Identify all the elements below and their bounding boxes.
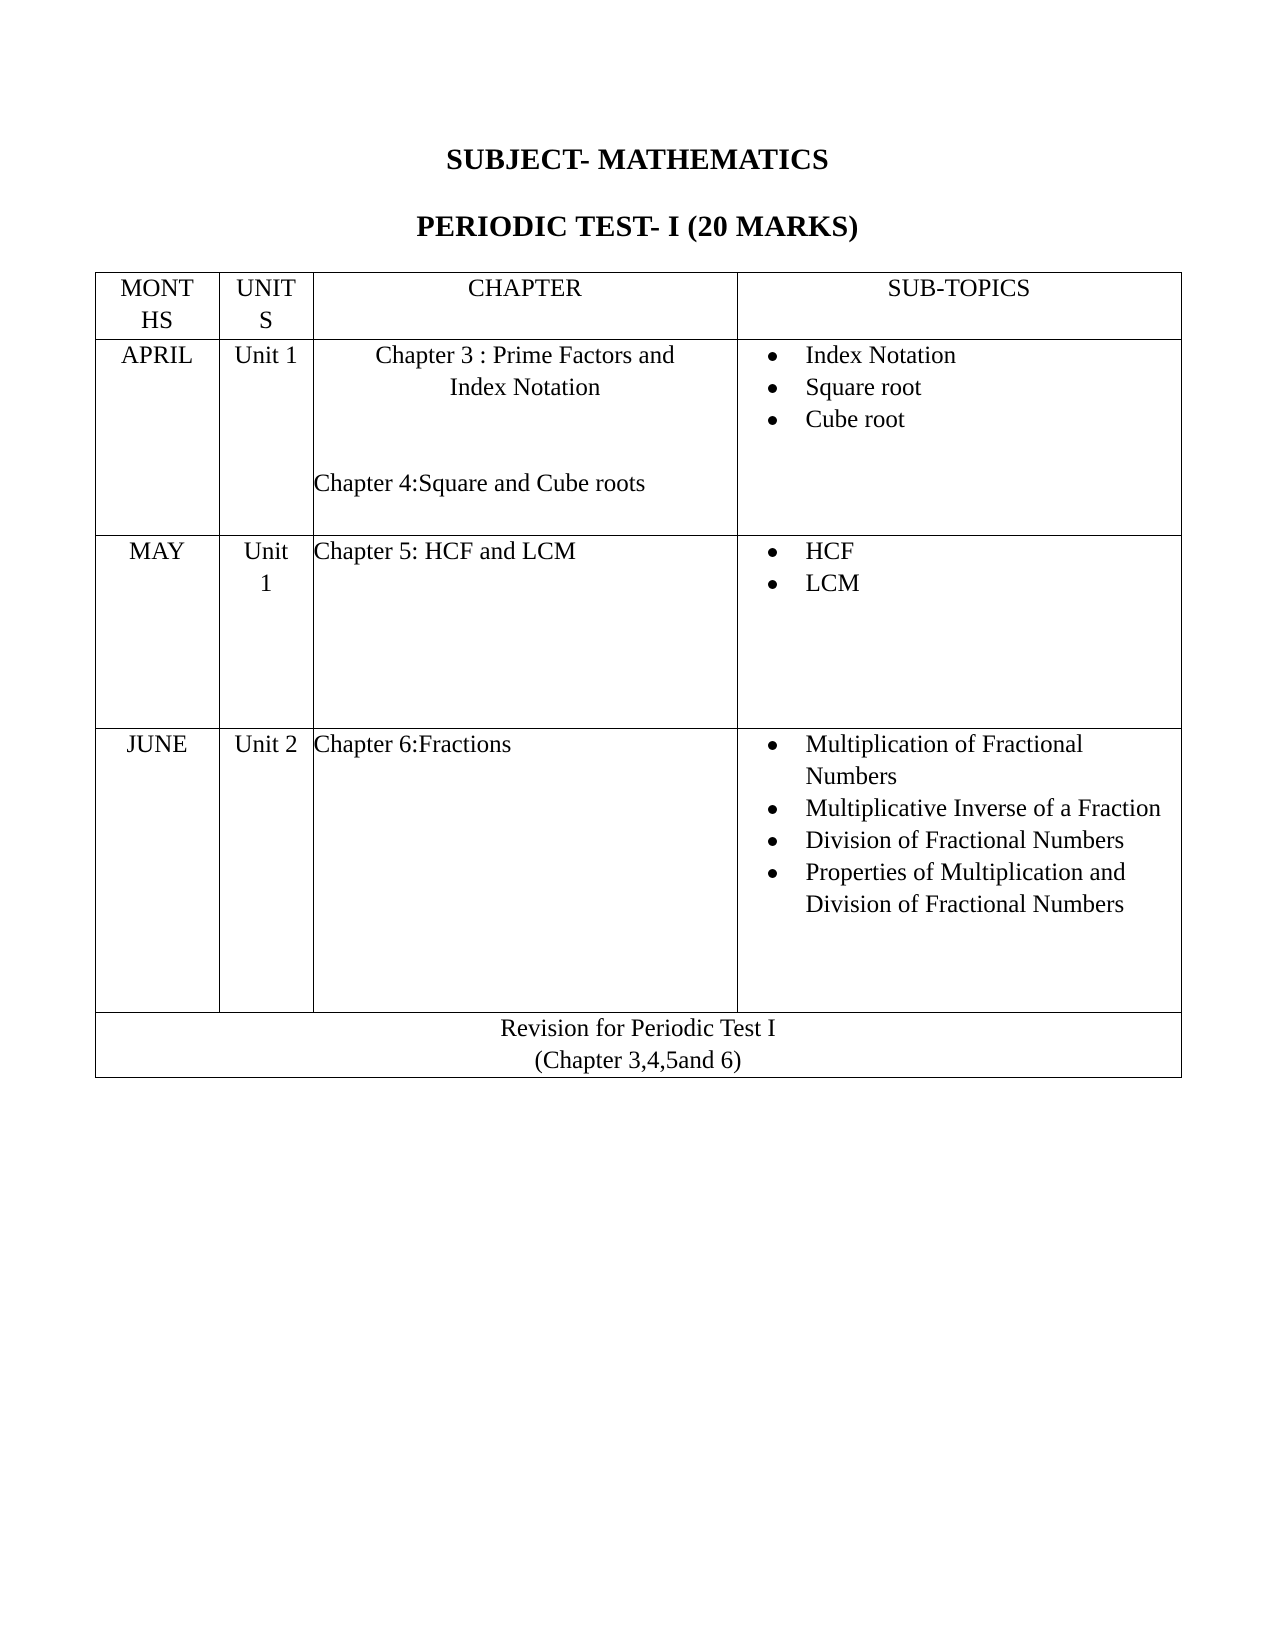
bullet-icon <box>768 352 777 361</box>
syllabus-table <box>95 272 1182 1078</box>
cell-chapter <box>313 729 737 1013</box>
table-header <box>95 273 1181 340</box>
bullet-icon <box>768 384 777 393</box>
subtopic-label: Cube root <box>805 406 905 433</box>
list-item <box>756 793 1181 825</box>
chapter-title-line1: Chapter 3 : Prime Factors and <box>375 342 675 369</box>
subtopic-label: Multiplicative Inverse of a Fraction <box>805 795 1161 822</box>
chapter-title-secondary: Chapter 4:Square and Cube roots <box>313 470 646 497</box>
bullet-icon <box>768 805 777 814</box>
column-header-chapter <box>313 273 737 340</box>
list-item <box>756 568 1181 600</box>
list-item <box>756 729 1181 793</box>
cell-subtopics <box>737 729 1181 1013</box>
subtopic-label: Division of Fractional Numbers <box>805 827 1125 854</box>
cell-subtopics <box>737 536 1181 729</box>
column-header-chapter-label: CHAPTER <box>468 275 582 302</box>
subtopic-label: Properties of Multiplication and Division of Fractional Numbers <box>805 859 1126 918</box>
list-item <box>756 825 1181 857</box>
table-row <box>95 729 1181 1013</box>
chapter-title-line2: Index Notation <box>449 374 601 401</box>
page-title-test: PERIODIC TEST- I (20 MARKS) <box>416 210 859 243</box>
page-title-subject: SUBJECT- MATHEMATICS <box>446 143 829 176</box>
month-label: MAY <box>128 538 186 565</box>
column-header-months-line1: MONT <box>120 275 194 302</box>
table-row <box>95 340 1181 536</box>
chapter-title-secondary: Chapter 6:Fractions <box>313 731 512 758</box>
cell-revision <box>95 1013 1181 1078</box>
list-item <box>756 404 1181 436</box>
bullet-icon <box>768 416 777 425</box>
month-label: APRIL <box>120 342 194 369</box>
syllabus-table-container <box>95 244 1181 1078</box>
table-header-row <box>95 273 1181 340</box>
table-row-revision <box>95 1013 1181 1078</box>
chapter-spacer <box>314 404 737 468</box>
bullet-icon <box>768 580 777 589</box>
column-header-months-line2: HS <box>141 307 173 334</box>
cell-subtopics <box>737 340 1181 536</box>
subtopic-label: LCM <box>805 570 860 597</box>
bullet-icon <box>768 837 777 846</box>
table-body <box>95 340 1181 1078</box>
subtopic-label: Square root <box>805 374 922 401</box>
cell-month <box>95 729 219 1013</box>
subtopics-list <box>738 340 1181 436</box>
column-header-units <box>219 273 313 340</box>
cell-unit <box>219 729 313 1013</box>
column-header-subtopics <box>737 273 1181 340</box>
list-item <box>756 340 1181 372</box>
column-header-months <box>95 273 219 340</box>
column-header-units-line2: S <box>259 307 273 334</box>
unit-label-line2: 1 <box>259 570 273 597</box>
unit-label-line1: Unit 1 <box>234 342 298 369</box>
subtopics-list <box>738 729 1181 921</box>
cell-unit <box>219 340 313 536</box>
revision-line2: (Chapter 3,4,5and 6) <box>534 1047 742 1074</box>
month-label: JUNE <box>126 731 188 758</box>
list-item <box>756 536 1181 568</box>
list-item <box>756 372 1181 404</box>
subtopics-list <box>738 536 1181 600</box>
bullet-icon <box>768 869 777 878</box>
chapter-title-line1: Chapter 5: HCF and LCM <box>313 538 576 565</box>
bullet-icon <box>768 741 777 750</box>
cell-month <box>95 536 219 729</box>
column-header-subtopics-label: SUB-TOPICS <box>887 275 1031 302</box>
list-item <box>756 857 1181 921</box>
column-header-units-line1: UNIT <box>236 275 296 302</box>
cell-chapter <box>313 536 737 729</box>
revision-line1: Revision for Periodic Test I <box>500 1015 776 1042</box>
bullet-icon <box>768 548 777 557</box>
unit-label-line1: Unit <box>243 538 289 565</box>
subtopic-label: Multiplication of Fractional Numbers <box>805 731 1084 790</box>
subtopic-label: HCF <box>805 538 855 565</box>
cell-unit <box>219 536 313 729</box>
subtopic-label: Index Notation <box>805 342 957 369</box>
table-row <box>95 536 1181 729</box>
cell-month <box>95 340 219 536</box>
cell-chapter <box>313 340 737 536</box>
unit-label-line1: Unit 2 <box>234 731 298 758</box>
